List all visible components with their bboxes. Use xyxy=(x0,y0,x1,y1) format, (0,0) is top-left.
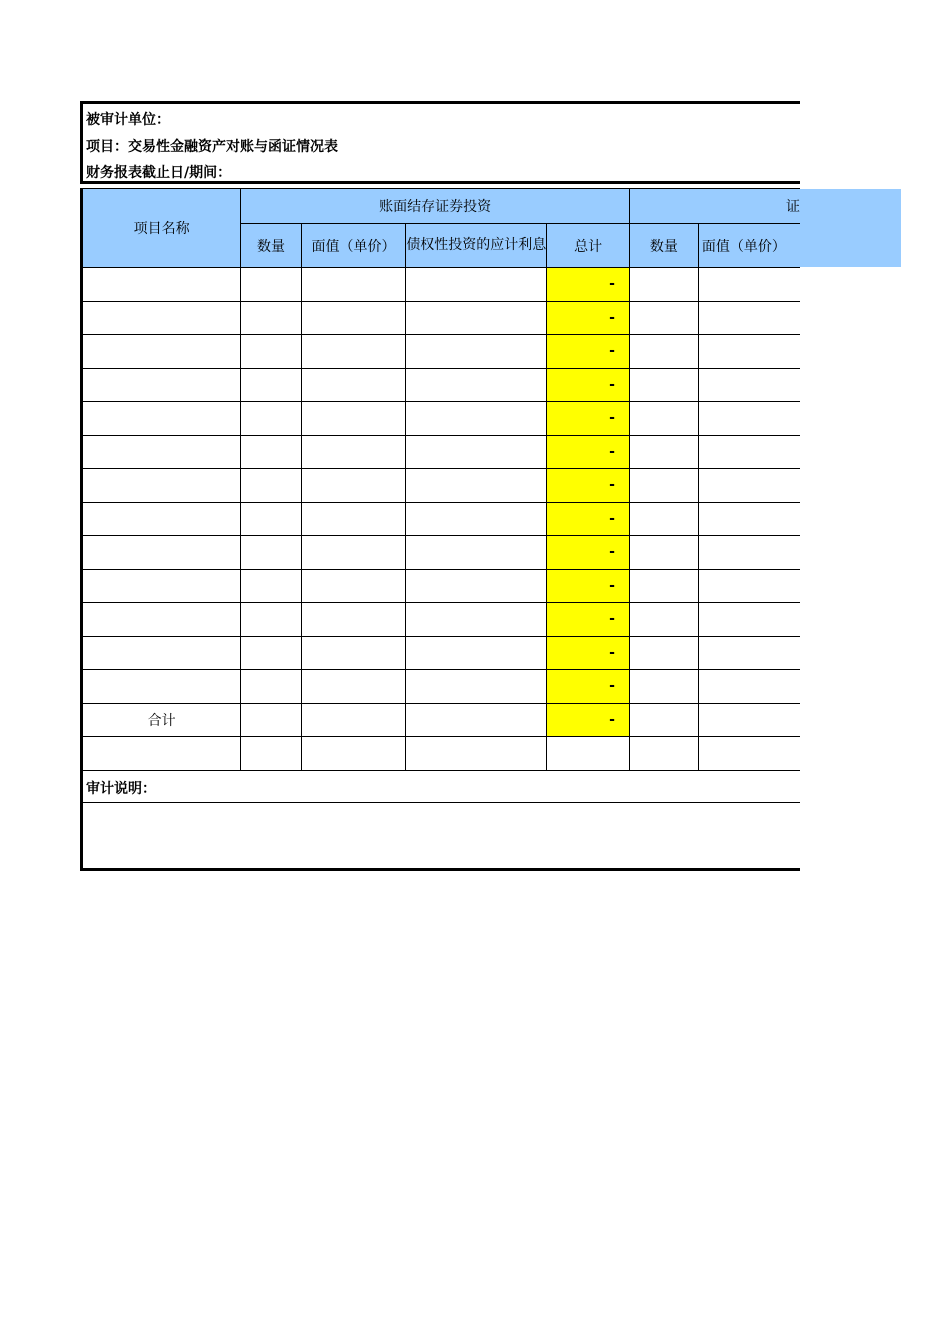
cell-confirm-quantity[interactable] xyxy=(629,268,698,302)
header-accrued-interest: 债权性投资的应计利息 xyxy=(406,224,547,268)
cell-accrued-interest[interactable] xyxy=(406,368,547,402)
cell-accrued-interest[interactable] xyxy=(406,569,547,603)
header-group-confirm-label: 证 xyxy=(786,199,800,215)
cell-item-name[interactable] xyxy=(82,268,241,302)
cell-face-value[interactable] xyxy=(301,569,406,603)
cell-total[interactable]: - xyxy=(547,469,630,503)
cell-face-value[interactable] xyxy=(301,335,406,369)
cell-item-name[interactable] xyxy=(82,402,241,436)
cell-total[interactable]: - xyxy=(547,268,630,302)
header-group-confirm xyxy=(629,189,800,224)
notes-bottom-border xyxy=(80,868,800,871)
table-row xyxy=(82,435,801,469)
cell-quantity[interactable] xyxy=(241,402,301,436)
table-row xyxy=(82,268,801,302)
cell-confirm-quantity[interactable] xyxy=(629,569,698,603)
cell-face-value[interactable] xyxy=(301,402,406,436)
cell-confirm-face-value[interactable] xyxy=(698,703,800,737)
cell-total[interactable]: - xyxy=(547,536,630,570)
cell-quantity[interactable] xyxy=(241,502,301,536)
cell-item-name[interactable] xyxy=(82,469,241,503)
cell-total[interactable]: - xyxy=(547,435,630,469)
cell-confirm-quantity[interactable] xyxy=(629,737,698,771)
cell-quantity[interactable] xyxy=(241,603,301,637)
table-row xyxy=(82,402,801,436)
cell-confirm-face-value[interactable] xyxy=(698,268,800,302)
cell-item-name[interactable] xyxy=(82,670,241,704)
cell-quantity[interactable] xyxy=(241,368,301,402)
cell-face-value[interactable] xyxy=(301,670,406,704)
cell-item-name[interactable]: 合计 xyxy=(82,703,241,737)
cell-quantity[interactable] xyxy=(241,703,301,737)
header-overflow-fill xyxy=(800,189,901,267)
cell-accrued-interest[interactable] xyxy=(406,536,547,570)
header-confirm-quantity: 数量 xyxy=(629,224,698,268)
project-title: 项目：交易性金融资产对账与函证情况表 xyxy=(86,139,338,155)
cell-item-name[interactable] xyxy=(82,536,241,570)
header-confirm-face-value: 面值（单价） xyxy=(698,224,800,268)
cell-face-value[interactable] xyxy=(301,703,406,737)
cell-quantity[interactable] xyxy=(241,670,301,704)
notes-divider xyxy=(83,802,800,803)
cell-accrued-interest[interactable] xyxy=(406,636,547,670)
cell-item-name[interactable] xyxy=(82,636,241,670)
cell-face-value[interactable] xyxy=(301,368,406,402)
cell-total[interactable] xyxy=(547,737,630,771)
cell-total[interactable]: - xyxy=(547,703,630,737)
header-quantity: 数量 xyxy=(241,224,301,268)
table-row xyxy=(82,603,801,637)
cell-confirm-quantity[interactable] xyxy=(629,636,698,670)
cell-confirm-face-value[interactable] xyxy=(698,469,800,503)
cell-item-name[interactable] xyxy=(82,737,241,771)
cell-confirm-quantity[interactable] xyxy=(629,469,698,503)
cell-item-name[interactable] xyxy=(82,335,241,369)
cell-confirm-quantity[interactable] xyxy=(629,703,698,737)
cell-confirm-face-value[interactable] xyxy=(698,502,800,536)
cell-face-value[interactable] xyxy=(301,502,406,536)
cell-accrued-interest[interactable] xyxy=(406,737,547,771)
audit-notes-label: 审计说明： xyxy=(86,781,156,797)
cell-confirm-face-value[interactable] xyxy=(698,335,800,369)
cell-total[interactable]: - xyxy=(547,402,630,436)
table-row xyxy=(82,469,801,503)
table-row xyxy=(82,737,801,771)
cell-confirm-quantity[interactable] xyxy=(629,603,698,637)
cell-total[interactable]: - xyxy=(547,670,630,704)
cell-confirm-quantity[interactable] xyxy=(629,502,698,536)
audit-notes xyxy=(80,770,800,871)
cell-confirm-face-value[interactable] xyxy=(698,603,800,637)
table-row xyxy=(82,569,801,603)
cell-confirm-quantity[interactable] xyxy=(629,402,698,436)
cell-accrued-interest[interactable] xyxy=(406,603,547,637)
cell-face-value[interactable] xyxy=(301,268,406,302)
cell-confirm-face-value[interactable] xyxy=(698,536,800,570)
cell-accrued-interest[interactable] xyxy=(406,703,547,737)
cell-total[interactable]: - xyxy=(547,636,630,670)
table-row xyxy=(82,536,801,570)
cell-accrued-interest[interactable] xyxy=(406,402,547,436)
cell-total[interactable]: - xyxy=(547,569,630,603)
cell-accrued-interest[interactable] xyxy=(406,335,547,369)
cell-confirm-face-value[interactable] xyxy=(698,402,800,436)
cell-item-name[interactable] xyxy=(82,502,241,536)
confirmation-table xyxy=(80,188,800,771)
cell-confirm-quantity[interactable] xyxy=(629,536,698,570)
header-total: 总计 xyxy=(547,224,630,268)
header-item-name: 项目名称 xyxy=(82,189,241,268)
cell-quantity[interactable] xyxy=(241,435,301,469)
cell-accrued-interest[interactable] xyxy=(406,502,547,536)
cell-face-value[interactable] xyxy=(301,435,406,469)
cell-confirm-quantity[interactable] xyxy=(629,335,698,369)
cell-confirm-face-value[interactable] xyxy=(698,435,800,469)
cell-item-name[interactable] xyxy=(82,603,241,637)
header-group-book: 账面结存证券投资 xyxy=(241,189,630,224)
cell-confirm-face-value[interactable] xyxy=(698,301,800,335)
cell-quantity[interactable] xyxy=(241,636,301,670)
table-row xyxy=(82,502,801,536)
cell-face-value[interactable] xyxy=(301,603,406,637)
cell-accrued-interest[interactable] xyxy=(406,469,547,503)
cell-face-value[interactable] xyxy=(301,636,406,670)
cell-confirm-face-value[interactable] xyxy=(698,569,800,603)
cell-accrued-interest[interactable] xyxy=(406,670,547,704)
cell-quantity[interactable] xyxy=(241,335,301,369)
cell-quantity[interactable] xyxy=(241,536,301,570)
cell-face-value[interactable] xyxy=(301,301,406,335)
info-block xyxy=(80,101,800,181)
cell-confirm-face-value[interactable] xyxy=(698,636,800,670)
cell-total[interactable]: - xyxy=(547,603,630,637)
header-face-value: 面值（单价） xyxy=(301,224,406,268)
cell-quantity[interactable] xyxy=(241,569,301,603)
cell-total[interactable]: - xyxy=(547,301,630,335)
cell-accrued-interest[interactable] xyxy=(406,435,547,469)
cell-confirm-quantity[interactable] xyxy=(629,301,698,335)
cell-total[interactable]: - xyxy=(547,502,630,536)
cell-confirm-face-value[interactable] xyxy=(698,368,800,402)
cell-item-name[interactable] xyxy=(82,569,241,603)
cell-total[interactable]: - xyxy=(547,335,630,369)
period-label: 财务报表截止日/期间： xyxy=(86,165,232,181)
cell-face-value[interactable] xyxy=(301,469,406,503)
table-row xyxy=(82,335,801,369)
cell-quantity[interactable] xyxy=(241,301,301,335)
cell-confirm-face-value[interactable] xyxy=(698,737,800,771)
cell-total[interactable]: - xyxy=(547,368,630,402)
cell-item-name[interactable] xyxy=(82,301,241,335)
table-row xyxy=(82,703,801,737)
audited-unit-label: 被审计单位： xyxy=(86,112,170,128)
cell-face-value[interactable] xyxy=(301,536,406,570)
cell-confirm-quantity[interactable] xyxy=(629,435,698,469)
info-divider xyxy=(80,181,800,184)
table-row xyxy=(82,301,801,335)
cell-quantity[interactable] xyxy=(241,268,301,302)
table-row xyxy=(82,368,801,402)
cell-face-value[interactable] xyxy=(301,737,406,771)
table-row xyxy=(82,636,801,670)
cell-accrued-interest[interactable] xyxy=(406,301,547,335)
table-row xyxy=(82,670,801,704)
cell-confirm-quantity[interactable] xyxy=(629,670,698,704)
cell-confirm-quantity[interactable] xyxy=(629,368,698,402)
cell-accrued-interest[interactable] xyxy=(406,268,547,302)
cell-item-name[interactable] xyxy=(82,368,241,402)
cell-quantity[interactable] xyxy=(241,737,301,771)
cell-quantity[interactable] xyxy=(241,469,301,503)
cell-item-name[interactable] xyxy=(82,435,241,469)
cell-confirm-face-value[interactable] xyxy=(698,670,800,704)
